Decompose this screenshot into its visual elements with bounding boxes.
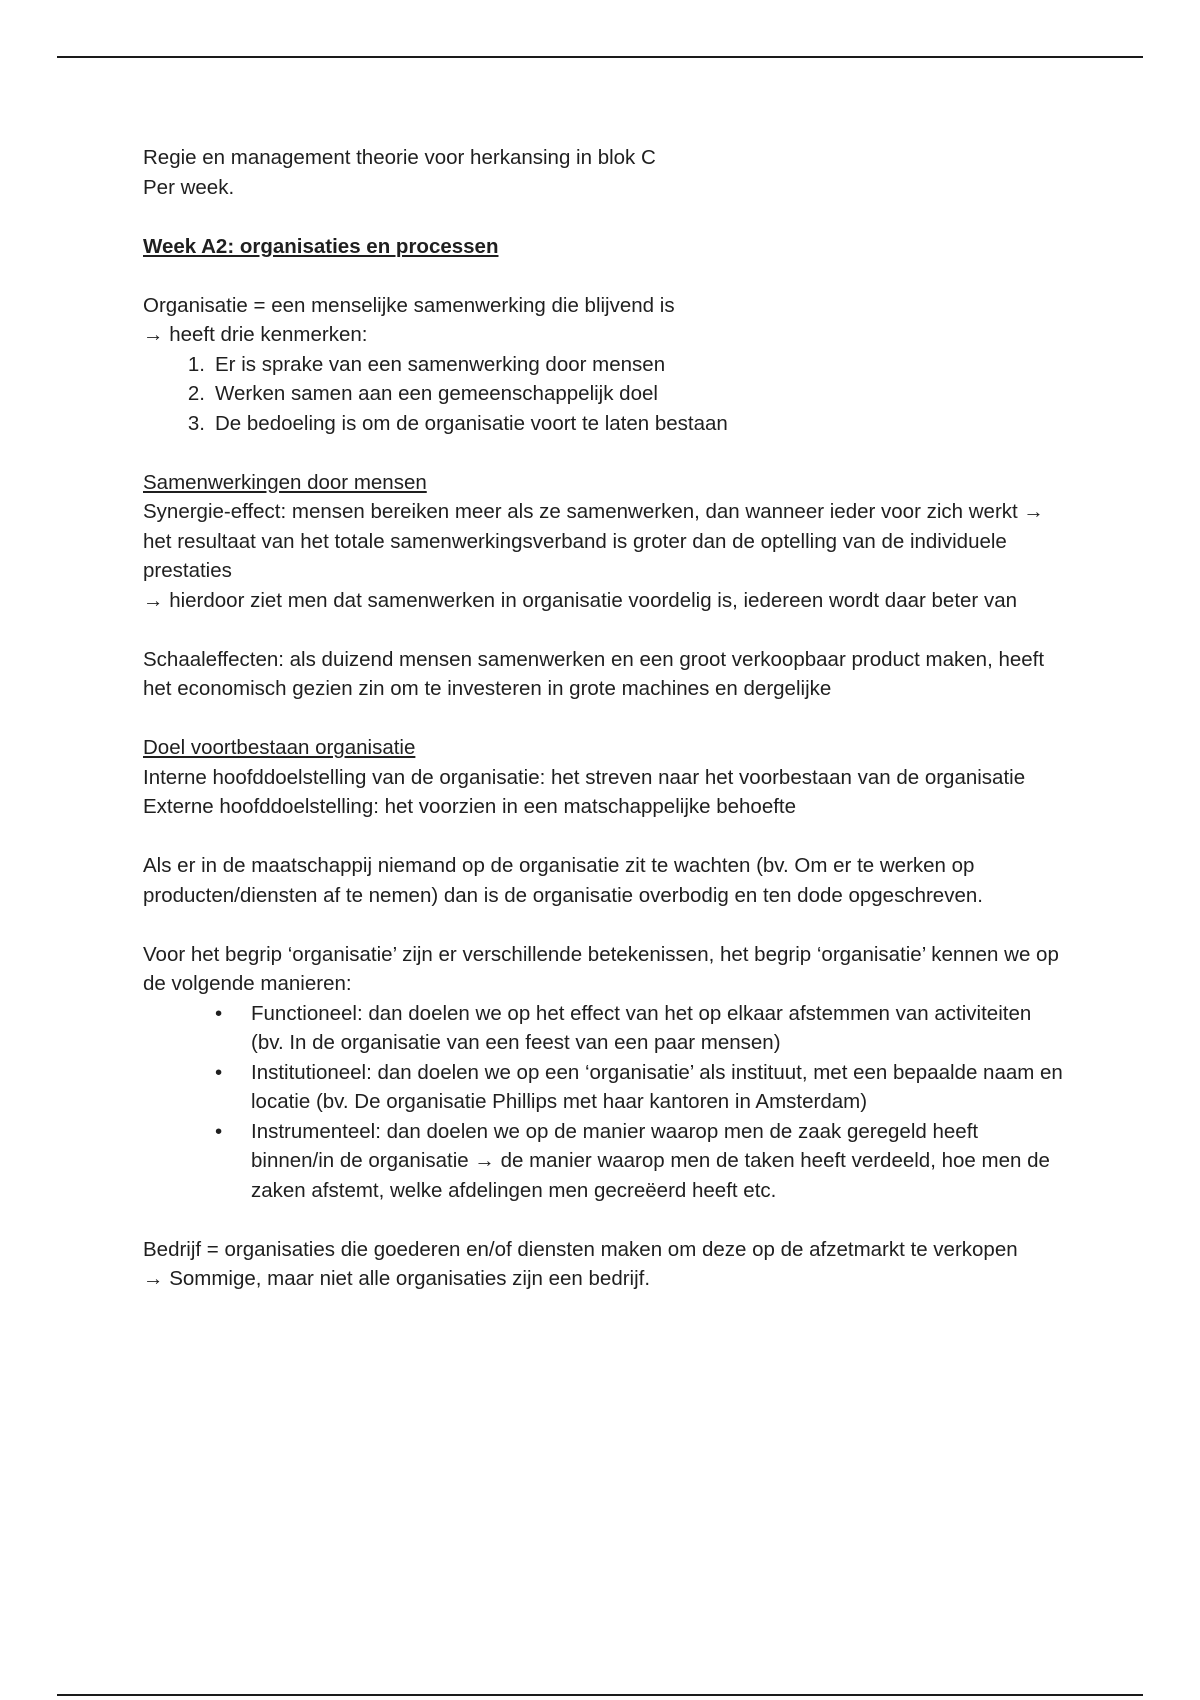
intro-subtitle: Per week. bbox=[143, 175, 235, 199]
synergie-paragraph: Synergie-effect: mensen bereiken meer als ze samenwerken, dan wanneer ieder voor zich werkt → het resultaat van het totale samenwerkingsverband is groter dan de optelling van de individuele prestaties bbox=[143, 500, 1044, 582]
bedrijf-definition: Bedrijf = organisaties die goederen en/of diensten maken om deze op de afzetmarkt te verkopen bbox=[143, 1237, 1018, 1261]
week-heading: Week A2: organisaties en processen bbox=[143, 234, 499, 258]
extern-paragraph: Externe hoofddoelstelling: het voorzien in een matschappelijke behoefte bbox=[143, 795, 797, 818]
list-item-text: Institutioneel: dan doelen we op een ‘organisatie’ als instituut, met een bepaalde naam en locatie (bv. De organisatie Phillips met haar kantoren in Amsterdam) bbox=[251, 1060, 1063, 1113]
maatschappij-paragraph: Als er in de maatschappij niemand op de organisatie zit te wachten (bv. Om er te werken op producten/diensten af te nemen) dan is de organisatie overbodig en ten dode opgeschreven. bbox=[143, 854, 983, 907]
list-item bbox=[143, 1117, 1063, 1206]
voordelig-paragraph: → hierdoor ziet men dat samenwerken in organisatie voordelig is, iedereen wordt daar beter van bbox=[143, 588, 1018, 612]
bullet-icon: • bbox=[215, 1001, 223, 1025]
header-rule bbox=[57, 56, 1143, 58]
list-item bbox=[143, 379, 1063, 409]
intro-title: Regie en management theorie voor herkansing in blok C bbox=[143, 146, 656, 169]
list-item bbox=[143, 999, 1063, 1058]
bullet-icon: • bbox=[215, 1060, 223, 1084]
list-item-text: De bedoeling is om de organisatie voort te laten bestaan bbox=[215, 411, 728, 435]
footer-rule bbox=[57, 1694, 1143, 1696]
schaal-paragraph: Schaaleffecten: als duizend mensen samenwerken en een groot verkoopbaar product maken, heeft het economisch gezien zin om te investeren in grote machines en dergelijke bbox=[143, 647, 1045, 700]
document-body bbox=[143, 143, 1063, 1294]
doel-heading: Doel voortbestaan organisatie bbox=[143, 736, 416, 759]
list-item bbox=[143, 409, 1063, 439]
samenwerkingen-heading: Samenwerkingen door mensen bbox=[143, 470, 427, 494]
kenmerken-list bbox=[143, 350, 1063, 439]
list-item-text: Functioneel: dan doelen we op het effect van het op elkaar afstemmen van activiteiten (bv. In de organisatie van een feest van een paar mensen) bbox=[251, 1001, 1032, 1054]
list-number: 3. bbox=[187, 411, 205, 435]
list-item-text: Werken samen aan een gemeenschappelijk doel bbox=[215, 382, 658, 405]
begrip-list bbox=[143, 999, 1063, 1206]
begrip-intro: Voor het begrip ‘organisatie’ zijn er verschillende betekenissen, het begrip ‘organisatie’ kennen we op de volgende manieren: bbox=[143, 942, 1059, 995]
list-item-text: Er is sprake van een samenwerking door mensen bbox=[215, 352, 666, 376]
list-item bbox=[143, 350, 1063, 380]
list-number: 1. bbox=[187, 352, 205, 376]
list-item-text: Instrumenteel: dan doelen we op de manier waarop men de zaak geregeld heeft binnen/in de organisatie → de manier waarop men de taken heeft verdeeld, hoe men de zaken afstemt, welke afdelingen men gecreëerd heeft etc. bbox=[251, 1119, 1050, 1202]
kenmerken-intro: → heeft drie kenmerken: bbox=[143, 323, 368, 346]
organisatie-definition: Organisatie = een menselijke samenwerking die blijvend is bbox=[143, 293, 675, 317]
bullet-icon: • bbox=[215, 1119, 223, 1143]
intern-paragraph: Interne hoofddoelstelling van de organisatie: het streven naar het voorbestaan van de organisatie bbox=[143, 765, 1026, 789]
list-item bbox=[143, 1058, 1063, 1117]
list-number: 2. bbox=[187, 382, 205, 405]
bedrijf-note: → Sommige, maar niet alle organisaties zijn een bedrijf. bbox=[143, 1267, 651, 1290]
